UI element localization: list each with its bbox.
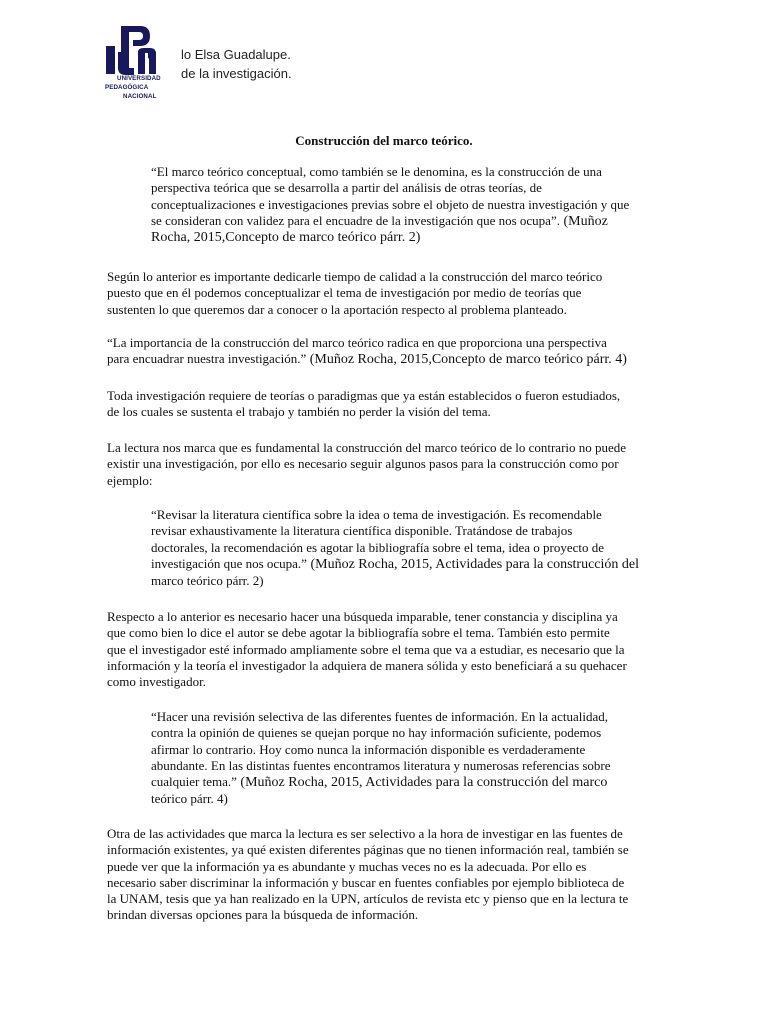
quote-paragraph [151, 709, 611, 808]
text-line: que el investigador esté informado ampliamente sobre el tema que va a estudiar, es necesario que la [107, 641, 625, 657]
citation: Rocha, 2015,Concepto de marco teórico párr. 2) [151, 230, 421, 246]
text-line: Según lo anterior es importante dedicarle tiempo de calidad a la construcción del marco teórico [107, 269, 603, 284]
text-line [151, 774, 611, 791]
citation: teórico párr. 4) [151, 791, 228, 807]
text-line: ejemplo: [107, 472, 153, 488]
text-line: existir una investigación, por ello es necesario seguir algunos pasos para la construcción como por [107, 456, 619, 472]
quote-paragraph [107, 335, 627, 369]
text-line: Otra de las actividades que marca la lectura es ser selectivo a la hora de investigar en las fuentes de [107, 826, 623, 841]
quote-text: investigación que nos ocupa.” [151, 555, 307, 571]
text-line: abundante. En las distintas fuentes encontramos literatura y numerosas referencias sobre [151, 757, 611, 773]
text-line: brindan diversas opciones para la búsqueda de información. [107, 907, 419, 923]
text-line: doctorales, la recomendación es agotar la bibliografía sobre el tema, idea o proyecto de [151, 539, 605, 555]
text-line: Respecto a lo anterior es necesario hacer una búsqueda imparable, tener constancia y disciplina ya [107, 609, 618, 624]
header-text [181, 45, 292, 83]
citation: (Muñoz Rocha, 2015, Actividades para la construcción del [306, 556, 639, 572]
citation: marco teórico párr. 2) [151, 573, 264, 589]
text-line: “Revisar la literatura científica sobre la idea o tema de investigación. Es recomendable [151, 507, 602, 522]
body-paragraph [107, 609, 627, 690]
body-paragraph [107, 269, 602, 318]
quote-text: cualquier tema.” [151, 774, 237, 790]
text-line: información existentes, ya qué existen diferentes páginas que no tienen información real, también se [107, 842, 629, 858]
logo-line-2: PEDAGÓGICA [105, 84, 149, 91]
body-paragraph [107, 388, 620, 421]
quote-paragraph [151, 164, 629, 246]
citation: (Muñoz [559, 213, 608, 229]
text-line: “Hacer una revisión selectiva de las diferentes fuentes de información. En la actualidad, [151, 709, 608, 724]
text-line [151, 213, 629, 230]
text-line: afirmar lo contrario. Hoy como nunca la información disponible es verdaderamente [151, 741, 586, 757]
text-line: revisar exhaustivamente la literatura científica disponible. Tratándose de trabajos [151, 523, 573, 539]
text-line: la UNAM, tesis que ya han realizado en la UPN, artículos de revista etc y pienso que en la lectura te [107, 891, 629, 907]
header-line-2: de la investigación. [181, 66, 292, 81]
header-line-1: lo Elsa Guadalupe. [181, 47, 291, 62]
body-paragraph [107, 440, 626, 489]
logo-line-3: NACIONAL [123, 93, 157, 100]
text-line: “La importancia de la construcción del marco teórico radica en que proporciona una perspectiva [107, 335, 607, 350]
text-line: contra la opinión de quienes se quejan porque no hay información suficiente, podemos [151, 725, 602, 741]
citation: (Muñoz Rocha, 2015, Actividades para la construcción del marco [236, 775, 608, 791]
quote-text: se consideran con validez para el encuadre de la investigación que nos ocupa”. [151, 212, 560, 228]
text-line: información y la teoría el investigador la adquiera de manera sólida y esto beneficiará a su quehacer [107, 657, 627, 673]
text-line: La lectura nos marca que es fundamental la construcción del marco teórico de lo contrario no puede [107, 440, 627, 455]
upn-logo [104, 22, 180, 102]
text-line: perspectiva teórica que se desarrolla a partir del análisis de otras teorías, de [151, 180, 542, 196]
quote-paragraph [151, 507, 639, 589]
upn-logo-icon [104, 22, 180, 76]
text-line: “El marco teórico conceptual, como también se le denomina, es la construcción de una [151, 164, 602, 179]
citation: (Muñoz Rocha, 2015,Concepto de marco teórico párr. 4) [306, 352, 627, 368]
text-line [151, 556, 639, 573]
text-line: sustenten lo que queremos dar a conocer o la aportación respecto al problema planteado. [107, 301, 567, 317]
document-title: Construcción del marco teórico. [295, 133, 473, 148]
text-line [107, 351, 627, 368]
text-line: conceptualizaciones e investigaciones previas sobre el objeto de nuestra investigación y que [151, 196, 630, 212]
upn-logo-text [105, 74, 179, 101]
quote-text: para encuadrar nuestra investigación.” [107, 351, 307, 367]
text-line: puede ver que la información ya es abundante y muchas veces no es la adecuada. Por ello es [107, 858, 587, 874]
text-line: necesario saber discriminar la información y buscar en fuentes confiables por ejemplo biblioteca de [107, 874, 625, 890]
text-line: puesto que en él podemos conceptualizar el tema de investigación por medio de teorías que [107, 285, 582, 301]
text-line: de los cuales se sustenta el trabajo y también no perder la visión del tema. [107, 404, 491, 420]
text-line: como investigador. [107, 674, 206, 690]
text-line: Toda investigación requiere de teorías o paradigmas que ya están establecidos o fueron estudiados, [107, 388, 621, 403]
body-paragraph [107, 826, 629, 924]
logo-line-1: UNIVERSIDAD [117, 75, 161, 82]
text-line: que como bien lo dice el autor se debe agotar la bibliografía sobre el tema. También esto permite [107, 625, 610, 641]
